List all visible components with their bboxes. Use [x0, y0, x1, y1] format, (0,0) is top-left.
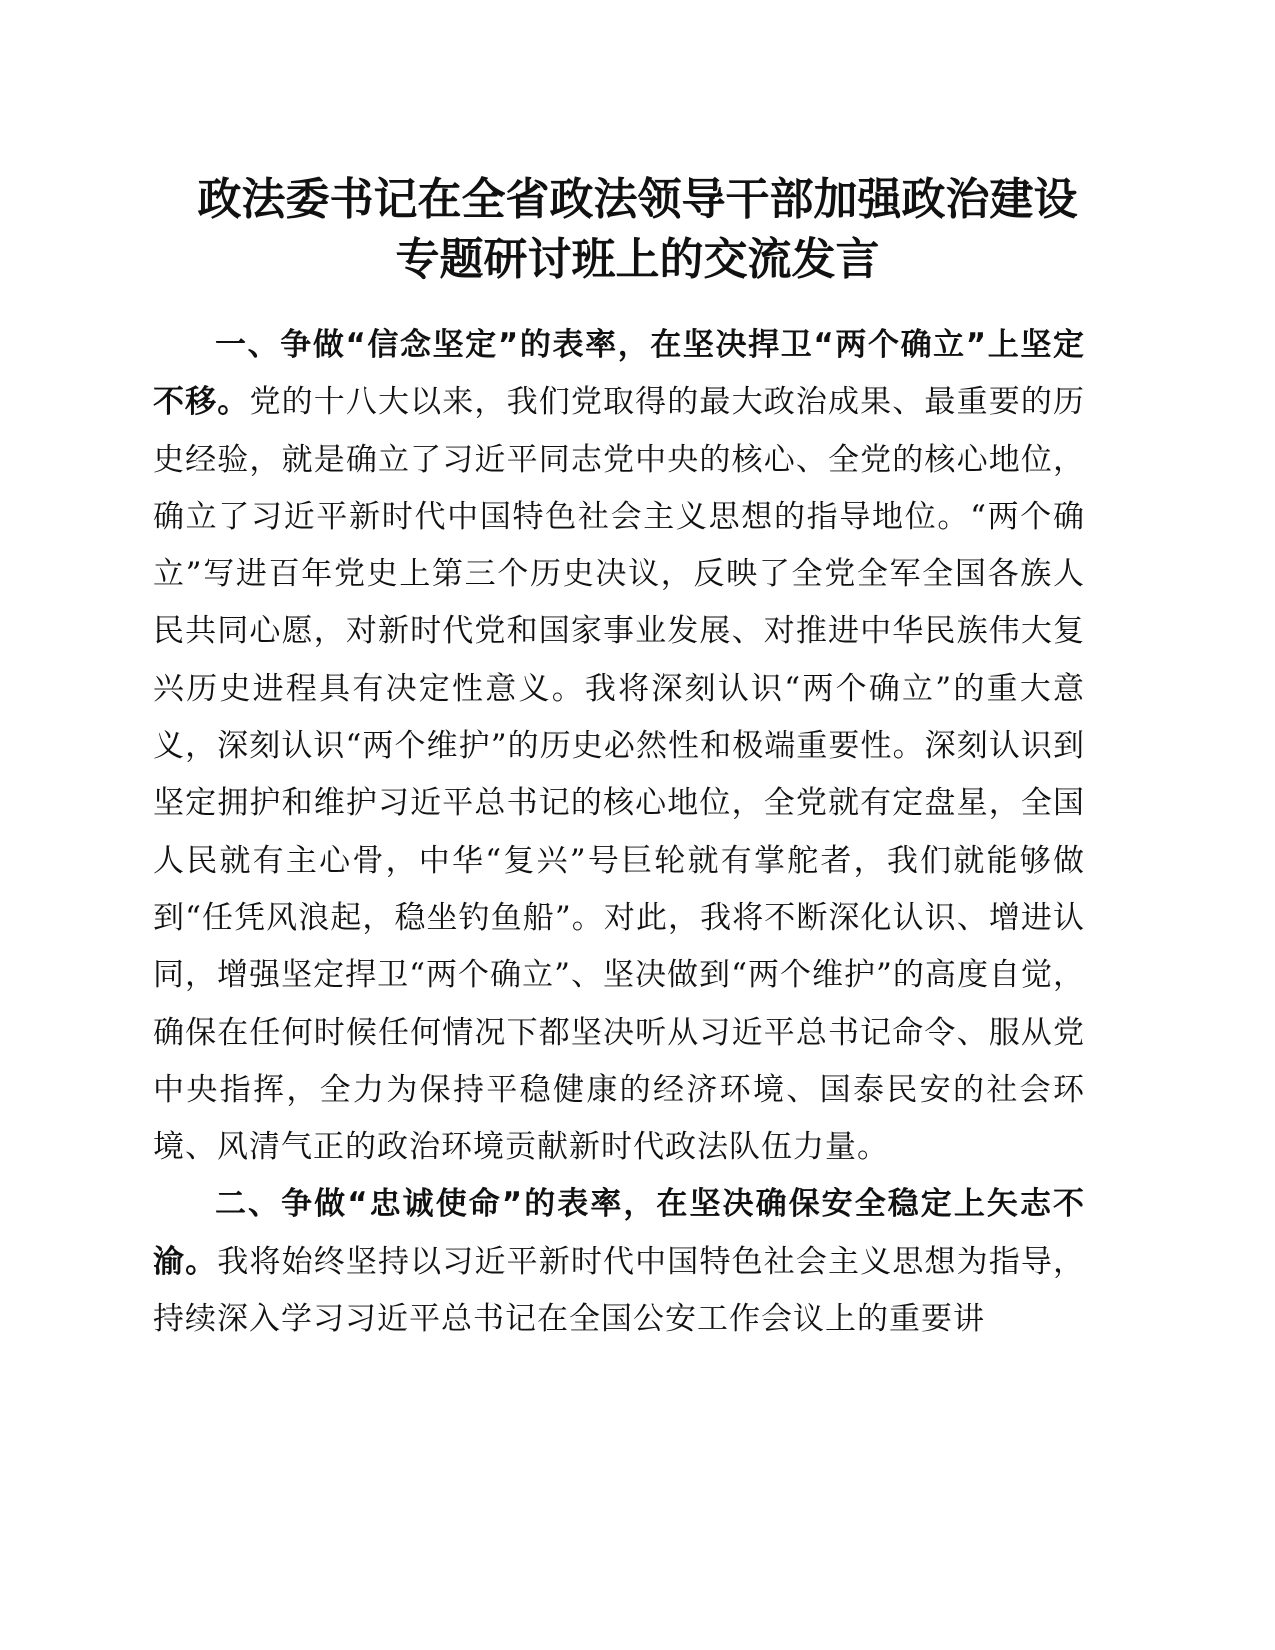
section-2-text: 我将始终坚持以习近平新时代中国特色社会主义思想为指导，持续深入学习习近平总书记在全国公安工作会议上的重要讲 [153, 1243, 1086, 1338]
title-line-2: 专题研讨班上的交流发言 [395, 234, 880, 285]
section-1-heading: 一、争做“信念坚定”的表率，在坚决捍卫“两个确立”上坚定不移。 [153, 327, 1085, 421]
section-2-heading: 二、争做“忠诚使命”的表率，在坚决确保安全稳定上矢志不渝。 [153, 1186, 1085, 1280]
section-1-text: 党的十八大以来，我们党取得的最大政治成果、最重要的历史经验，就是确立了习近平同志党中央的核心、全党的核心地位，确立了习近平新时代中国特色社会主义思想的指导地位。“两个确立”写进百年党史上第三个历史决议，反映了全党全军全国各族人民共同心愿，对新时代党和国家事业发展、对推进中华民族伟大复兴历史进程具有决定性意义。我将深刻认识“两个确立”的重大意义，深刻认识“两个维护”的历史必然性和极端重要性。深刻认识到坚定拥护和维护习近平总书记的核心地位，全党就有定盘星，全国人民就有主心骨，中华“复兴”号巨轮就有掌舵者，我们就能够做到“任凭风浪起，稳坐钓鱼船”。对此，我将不断深化认识、增进认同，增强坚定捍卫“两个确立”、坚决做到“两个维护”的高度自觉，确保在任何时候任何情况下都坚决听从习近平总书记命令、服从党中央指挥，全力为保持平稳健康的经济环境、国泰民安的社会环境、风清气正的政治环境贡献新时代政法队伍力量。 [153, 384, 1086, 1166]
title-line-1: 政法委书记在全省政法领导干部加强政治建设 [197, 174, 1078, 225]
section-2-paragraph [153, 1176, 1085, 1348]
document-body [153, 317, 1085, 1348]
section-1-paragraph [153, 317, 1085, 1176]
document-title [150, 170, 1125, 290]
